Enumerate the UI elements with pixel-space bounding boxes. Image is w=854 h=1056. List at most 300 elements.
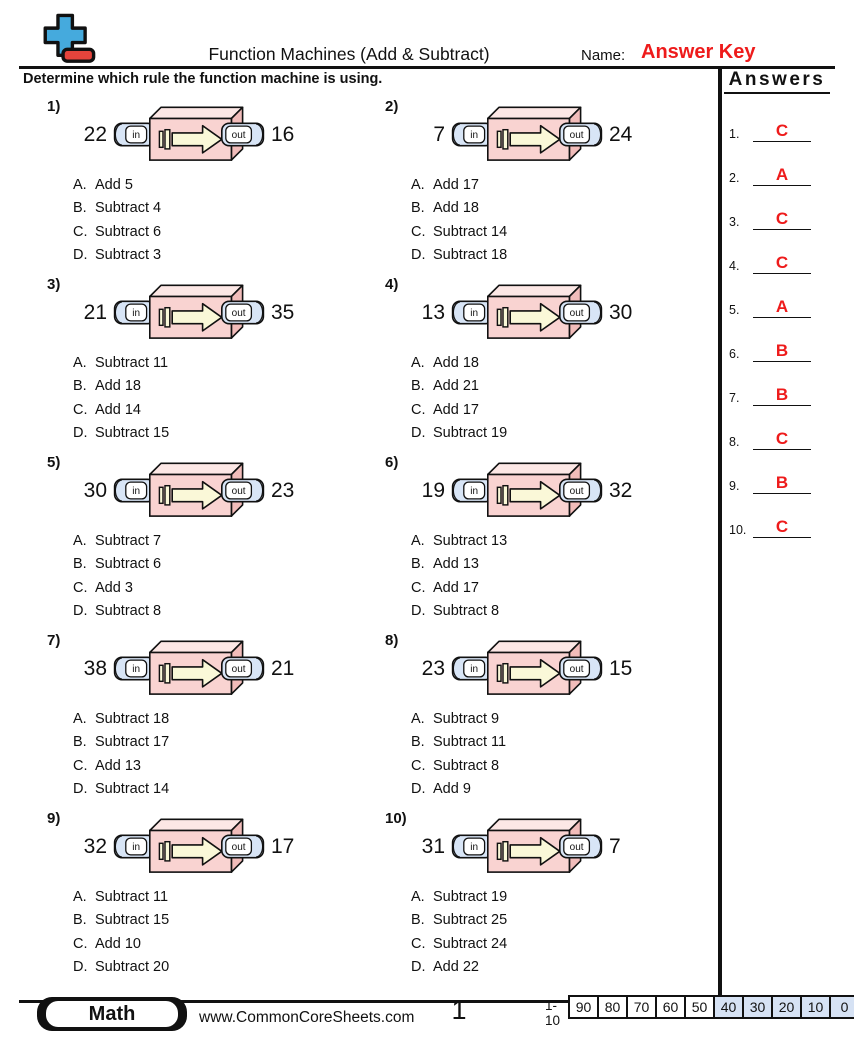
answer-number: 4. [729,259,740,273]
output-value: 32 [609,478,633,502]
problem [381,630,711,802]
option-text: Subtract 8 [433,603,500,620]
option-letter: A. [73,533,87,549]
option-letter: A. [411,889,425,905]
option-letter: B. [73,734,87,751]
answer-row [721,332,833,362]
problem-number: 5) [47,454,61,471]
machine-top-face [488,819,581,830]
option-b [411,731,506,754]
function-machine-icon [113,104,265,165]
option-a [411,708,506,731]
website-text: www.CommonCoreSheets.com [199,1009,415,1026]
function-machine-icon [451,638,603,699]
machine-row [411,460,632,521]
in-label: in [470,308,479,320]
option-text: Add 5 [95,177,133,193]
options-list [411,530,507,624]
option-letter: D. [73,781,88,798]
option-text: Subtract 19 [433,889,508,905]
option-letter: C. [411,223,426,240]
option-letter: A. [73,889,87,905]
problem [381,808,711,980]
grading-cell: 0 [829,995,854,1019]
option-letter: D. [411,603,426,620]
problem-number: 3) [47,276,61,293]
option-text: Add 10 [95,935,141,952]
grading-cell: 70 [626,995,657,1019]
function-machine-icon [113,282,265,343]
answer-letter: B [775,385,789,404]
option-d [73,956,169,979]
options-list [73,174,161,268]
problem [381,452,711,624]
machine-top-face [488,107,581,118]
answer-letter: B [775,341,789,360]
in-label: in [470,486,479,498]
grading-cell: 90 [568,995,599,1019]
option-letter: B. [411,378,425,395]
arrow-tail-bar-1 [497,487,501,503]
option-letter: B. [73,200,87,217]
output-value: 35 [271,300,295,324]
problem [43,452,373,624]
answer-number: 10. [729,523,747,537]
option-text: Subtract 3 [95,247,162,264]
option-text: Subtract 8 [433,757,500,774]
output-value: 17 [271,834,295,858]
machine-row [73,104,294,165]
option-text: Add 9 [433,781,471,798]
arrow-tail-bar-2 [503,130,508,149]
out-label: out [569,842,584,854]
option-b [411,375,507,398]
options-list [411,708,506,802]
output-value: 24 [609,122,633,146]
options-list [73,708,169,802]
in-label: in [470,842,479,854]
arrow-tail-bar-2 [165,130,170,149]
options-list [73,530,161,624]
machine-row [73,460,294,521]
subject-badge [37,997,187,1031]
answer-row [721,200,833,230]
option-text: Subtract 17 [95,734,170,751]
machine-top-face [150,107,243,118]
answers-heading: Answers [724,69,830,94]
out-label: out [231,308,246,320]
option-letter: B. [73,912,87,929]
answer-number: 9. [729,479,740,493]
option-letter: C. [73,757,88,774]
option-letter: C. [411,579,426,596]
answer-row [721,376,833,406]
option-letter: B. [411,556,425,573]
option-text: Add 13 [433,556,479,573]
function-machine-icon [113,460,265,521]
option-c [411,755,506,778]
options-list [411,352,507,446]
option-letter: B. [73,378,87,395]
answer-blank [753,507,811,538]
problem [43,274,373,446]
option-c [411,399,507,422]
input-value: 23 [421,656,445,680]
problem [43,808,373,980]
in-label: in [132,842,141,854]
option-text: Subtract 25 [433,912,508,929]
answer-blank [753,111,811,142]
arrow-tail-bar-1 [159,487,163,503]
input-value: 21 [83,300,107,324]
answer-row [721,288,833,318]
option-letter: A. [411,355,425,371]
output-value: 16 [271,122,295,146]
option-text: Subtract 14 [433,223,508,240]
instruction-text: Determine which rule the function machine is using. [23,71,383,87]
answer-row [721,112,833,142]
option-text: Add 17 [433,401,479,418]
answer-blank [753,419,811,450]
in-label: in [132,486,141,498]
answer-letter: C [775,121,789,140]
machine-top-face [488,463,581,474]
option-text: Subtract 14 [95,781,170,798]
subject-label: Math [46,1001,178,1027]
arrow-tail-bar-2 [503,842,508,861]
input-value: 22 [83,122,107,146]
option-a [411,174,507,197]
option-text: Subtract 6 [95,223,162,240]
option-c [73,221,161,244]
arrow-tail-bar-2 [503,308,508,327]
input-value: 30 [83,478,107,502]
option-b [73,197,161,220]
grading-cell: 50 [684,995,715,1019]
answer-key-text: Answer Key [641,41,756,63]
in-label: in [132,308,141,320]
option-text: Subtract 24 [433,935,508,952]
option-a [73,708,169,731]
function-machine-icon [451,282,603,343]
option-letter: B. [411,200,425,217]
answer-letter: C [775,253,789,272]
machine-top-face [150,641,243,652]
option-text: Subtract 19 [433,425,508,442]
arrow-tail-bar-1 [497,843,501,859]
answer-blank [753,287,811,318]
option-text: Add 13 [95,757,141,774]
out-label: out [231,130,246,142]
arrow-tail-bar-2 [165,486,170,505]
option-text: Add 17 [433,579,479,596]
arrow-tail-bar-2 [165,308,170,327]
machine-row [411,282,632,343]
option-text: Subtract 20 [95,959,170,976]
option-letter: C. [411,757,426,774]
machine-top-face [150,463,243,474]
machine-row [73,638,294,699]
answer-number: 7. [729,391,740,405]
option-text: Add 14 [95,401,141,418]
answer-number: 2. [729,171,740,185]
header-divider [19,66,835,69]
option-text: Subtract 18 [433,247,508,264]
answer-blank [753,155,811,186]
arrow-tail-bar-1 [159,843,163,859]
problem-number: 1) [47,98,61,115]
grading-cell: 20 [771,995,802,1019]
option-letter: D. [411,781,426,798]
machine-top-face [150,819,243,830]
option-a [73,352,169,375]
answer-blank [753,243,811,274]
option-letter: A. [73,711,87,727]
out-label: out [231,664,246,676]
option-letter: B. [411,734,425,751]
option-text: Subtract 13 [433,533,508,549]
machine-row [411,816,621,877]
answer-letter: B [775,473,789,492]
option-text: Subtract 11 [95,355,169,371]
answer-blank [753,199,811,230]
option-c [411,221,507,244]
answer-blank [753,463,811,494]
in-label: in [470,130,479,142]
problem-number: 10) [385,810,407,827]
option-letter: A. [411,177,425,193]
option-letter: C. [73,401,88,418]
out-label: out [231,842,246,854]
answer-number: 5. [729,303,740,317]
option-text: Add 21 [433,378,479,395]
option-b [73,909,169,932]
option-b [411,909,507,932]
answer-number: 1. [729,127,740,141]
option-letter: C. [411,935,426,952]
options-list [411,886,507,980]
problem [381,96,711,268]
option-d [73,778,169,801]
option-d [73,600,161,623]
option-letter: D. [73,425,88,442]
option-d [73,422,169,445]
options-list [73,352,169,446]
grading-table [545,995,854,1028]
answer-letter: A [775,297,789,316]
answer-number: 3. [729,215,740,229]
machine-row [73,816,294,877]
option-text: Subtract 15 [95,425,170,442]
arrow-tail-bar-2 [503,486,508,505]
answer-letter: C [775,429,789,448]
machine-top-face [488,285,581,296]
option-c [411,577,507,600]
answer-letter: A [775,165,789,184]
machine-top-face [488,641,581,652]
option-text: Add 18 [95,378,141,395]
output-value: 7 [609,834,621,858]
name-label: Name: [581,47,626,64]
grading-cell: 30 [742,995,773,1019]
option-letter: B. [411,912,425,929]
option-letter: D. [411,959,426,976]
option-d [411,778,506,801]
input-value: 7 [433,122,445,146]
option-c [73,399,169,422]
arrow-tail-bar-1 [497,665,501,681]
problem [43,630,373,802]
option-d [73,244,161,267]
input-value: 38 [83,656,107,680]
arrow-tail-bar-1 [159,131,163,147]
grading-cell: 10 [800,995,831,1019]
option-text: Subtract 7 [95,533,162,549]
option-d [411,600,507,623]
option-text: Subtract 18 [95,711,170,727]
option-c [73,933,169,956]
option-text: Add 18 [433,200,479,217]
worksheet-page [19,0,849,1056]
option-a [411,530,507,553]
grading-cells [568,995,854,1028]
arrow-tail-bar-1 [159,309,163,325]
option-c [73,755,169,778]
problem-number: 4) [385,276,399,293]
option-letter: C. [73,223,88,240]
answer-number: 8. [729,435,740,449]
problem [43,96,373,268]
in-label: in [132,130,141,142]
answer-row [721,156,833,186]
output-value: 21 [271,656,295,680]
option-text: Subtract 8 [95,603,162,620]
option-d [411,244,507,267]
answer-row [721,508,833,538]
problem-number: 2) [385,98,399,115]
grading-range-label: 1-10 [545,998,561,1028]
out-label: out [569,308,584,320]
answer-row [721,464,833,494]
option-b [73,375,169,398]
output-value: 30 [609,300,633,324]
option-text: Subtract 4 [95,200,162,217]
option-text: Subtract 11 [95,889,169,905]
output-value: 23 [271,478,295,502]
input-value: 19 [421,478,445,502]
answer-blank [753,331,811,362]
grading-cell: 80 [597,995,628,1019]
option-b [73,731,169,754]
option-a [411,352,507,375]
answer-row [721,420,833,450]
problem-number: 8) [385,632,399,649]
output-value: 15 [609,656,633,680]
option-b [411,553,507,576]
option-c [73,577,161,600]
option-letter: D. [73,959,88,976]
option-letter: A. [411,533,425,549]
option-text: Add 18 [433,355,479,371]
problem-number: 6) [385,454,399,471]
option-letter: D. [73,603,88,620]
option-letter: D. [73,247,88,264]
input-value: 13 [421,300,445,324]
options-list [73,886,169,980]
out-label: out [569,664,584,676]
option-letter: C. [73,935,88,952]
option-text: Subtract 15 [95,912,170,929]
function-machine-icon [451,460,603,521]
option-text: Subtract 6 [95,556,162,573]
option-letter: A. [73,177,87,193]
option-a [73,174,161,197]
machine-row [411,104,632,165]
function-machine-icon [451,816,603,877]
option-letter: D. [411,425,426,442]
option-b [73,553,161,576]
arrow-tail-bar-2 [503,664,508,683]
option-d [411,422,507,445]
option-text: Add 22 [433,959,479,976]
grading-cell: 40 [713,995,744,1019]
option-a [73,886,169,909]
arrow-tail-bar-2 [165,842,170,861]
in-label: in [470,664,479,676]
function-machine-icon [113,816,265,877]
option-letter: B. [73,556,87,573]
function-machine-icon [451,104,603,165]
grading-cell: 60 [655,995,686,1019]
machine-row [411,638,632,699]
option-text: Add 17 [433,177,479,193]
option-a [73,530,161,553]
arrow-tail-bar-1 [497,309,501,325]
answer-row [721,244,833,274]
option-letter: D. [411,247,426,264]
option-text: Subtract 11 [433,734,507,751]
options-list [411,174,507,268]
problem [381,274,711,446]
option-a [411,886,507,909]
in-label: in [132,664,141,676]
option-c [411,933,507,956]
out-label: out [569,486,584,498]
problem-number: 7) [47,632,61,649]
arrow-tail-bar-2 [165,664,170,683]
input-value: 31 [421,834,445,858]
option-text: Add 3 [95,579,133,596]
option-text: Subtract 9 [433,711,500,727]
out-label: out [231,486,246,498]
option-letter: C. [411,401,426,418]
machine-row [73,282,294,343]
problem-number: 9) [47,810,61,827]
answer-letter: C [775,209,789,228]
input-value: 32 [83,834,107,858]
page-title: Function Machines (Add & Subtract) [208,44,490,64]
answer-blank [753,375,811,406]
option-b [411,197,507,220]
arrow-tail-bar-1 [497,131,501,147]
out-label: out [569,130,584,142]
answer-number: 6. [729,347,740,361]
answer-letter: C [775,517,789,536]
option-d [411,956,507,979]
function-machine-icon [113,638,265,699]
option-letter: A. [411,711,425,727]
page-number: 1 [451,995,467,1025]
